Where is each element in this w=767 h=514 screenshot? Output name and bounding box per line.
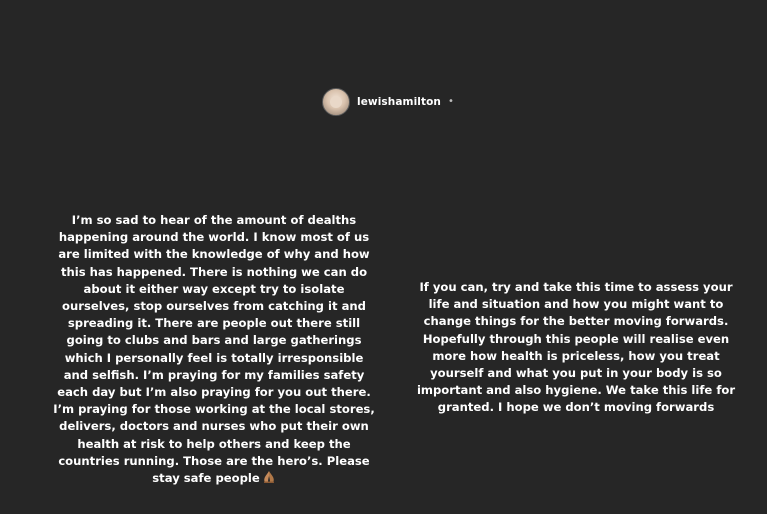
story-header bbox=[322, 88, 454, 116]
username[interactable]: lewishamilton bbox=[357, 96, 441, 108]
story-text-left bbox=[36, 212, 392, 488]
story-text-right: If you can, try and take this time to assess your life and situation and how you might want to change things for the better moving forwards. Hopefully through this people will realise even more how health is priceless, how you treat yourself and what you put in your body is so important and also hygiene. We take this life for granted. I hope we don’t moving forwards bbox=[416, 280, 736, 415]
story-text-left-body: I’m so sad to hear of the amount of dealths happening around the world. I know most of us are limited with the knowledge of why and how this has happened. There is nothing we can do about it either way except try to isolate ourselves, stop ourselves from catching it and spreading it. There are people out there still going to clubs and bars and large gatherings which I personally feel is totally irresponsible and selfish. I’m praying for my families safety each day but I’m also praying for you out there. I’m praying for those working at the local stores, delivers, doctors and nurses who put their own health at risk to help others and keep the countries running. Those are the hero’s. Please stay safe people bbox=[53, 213, 375, 486]
separator-dot: • bbox=[447, 96, 454, 107]
avatar[interactable] bbox=[322, 88, 350, 116]
praying-hands-icon bbox=[262, 470, 276, 488]
